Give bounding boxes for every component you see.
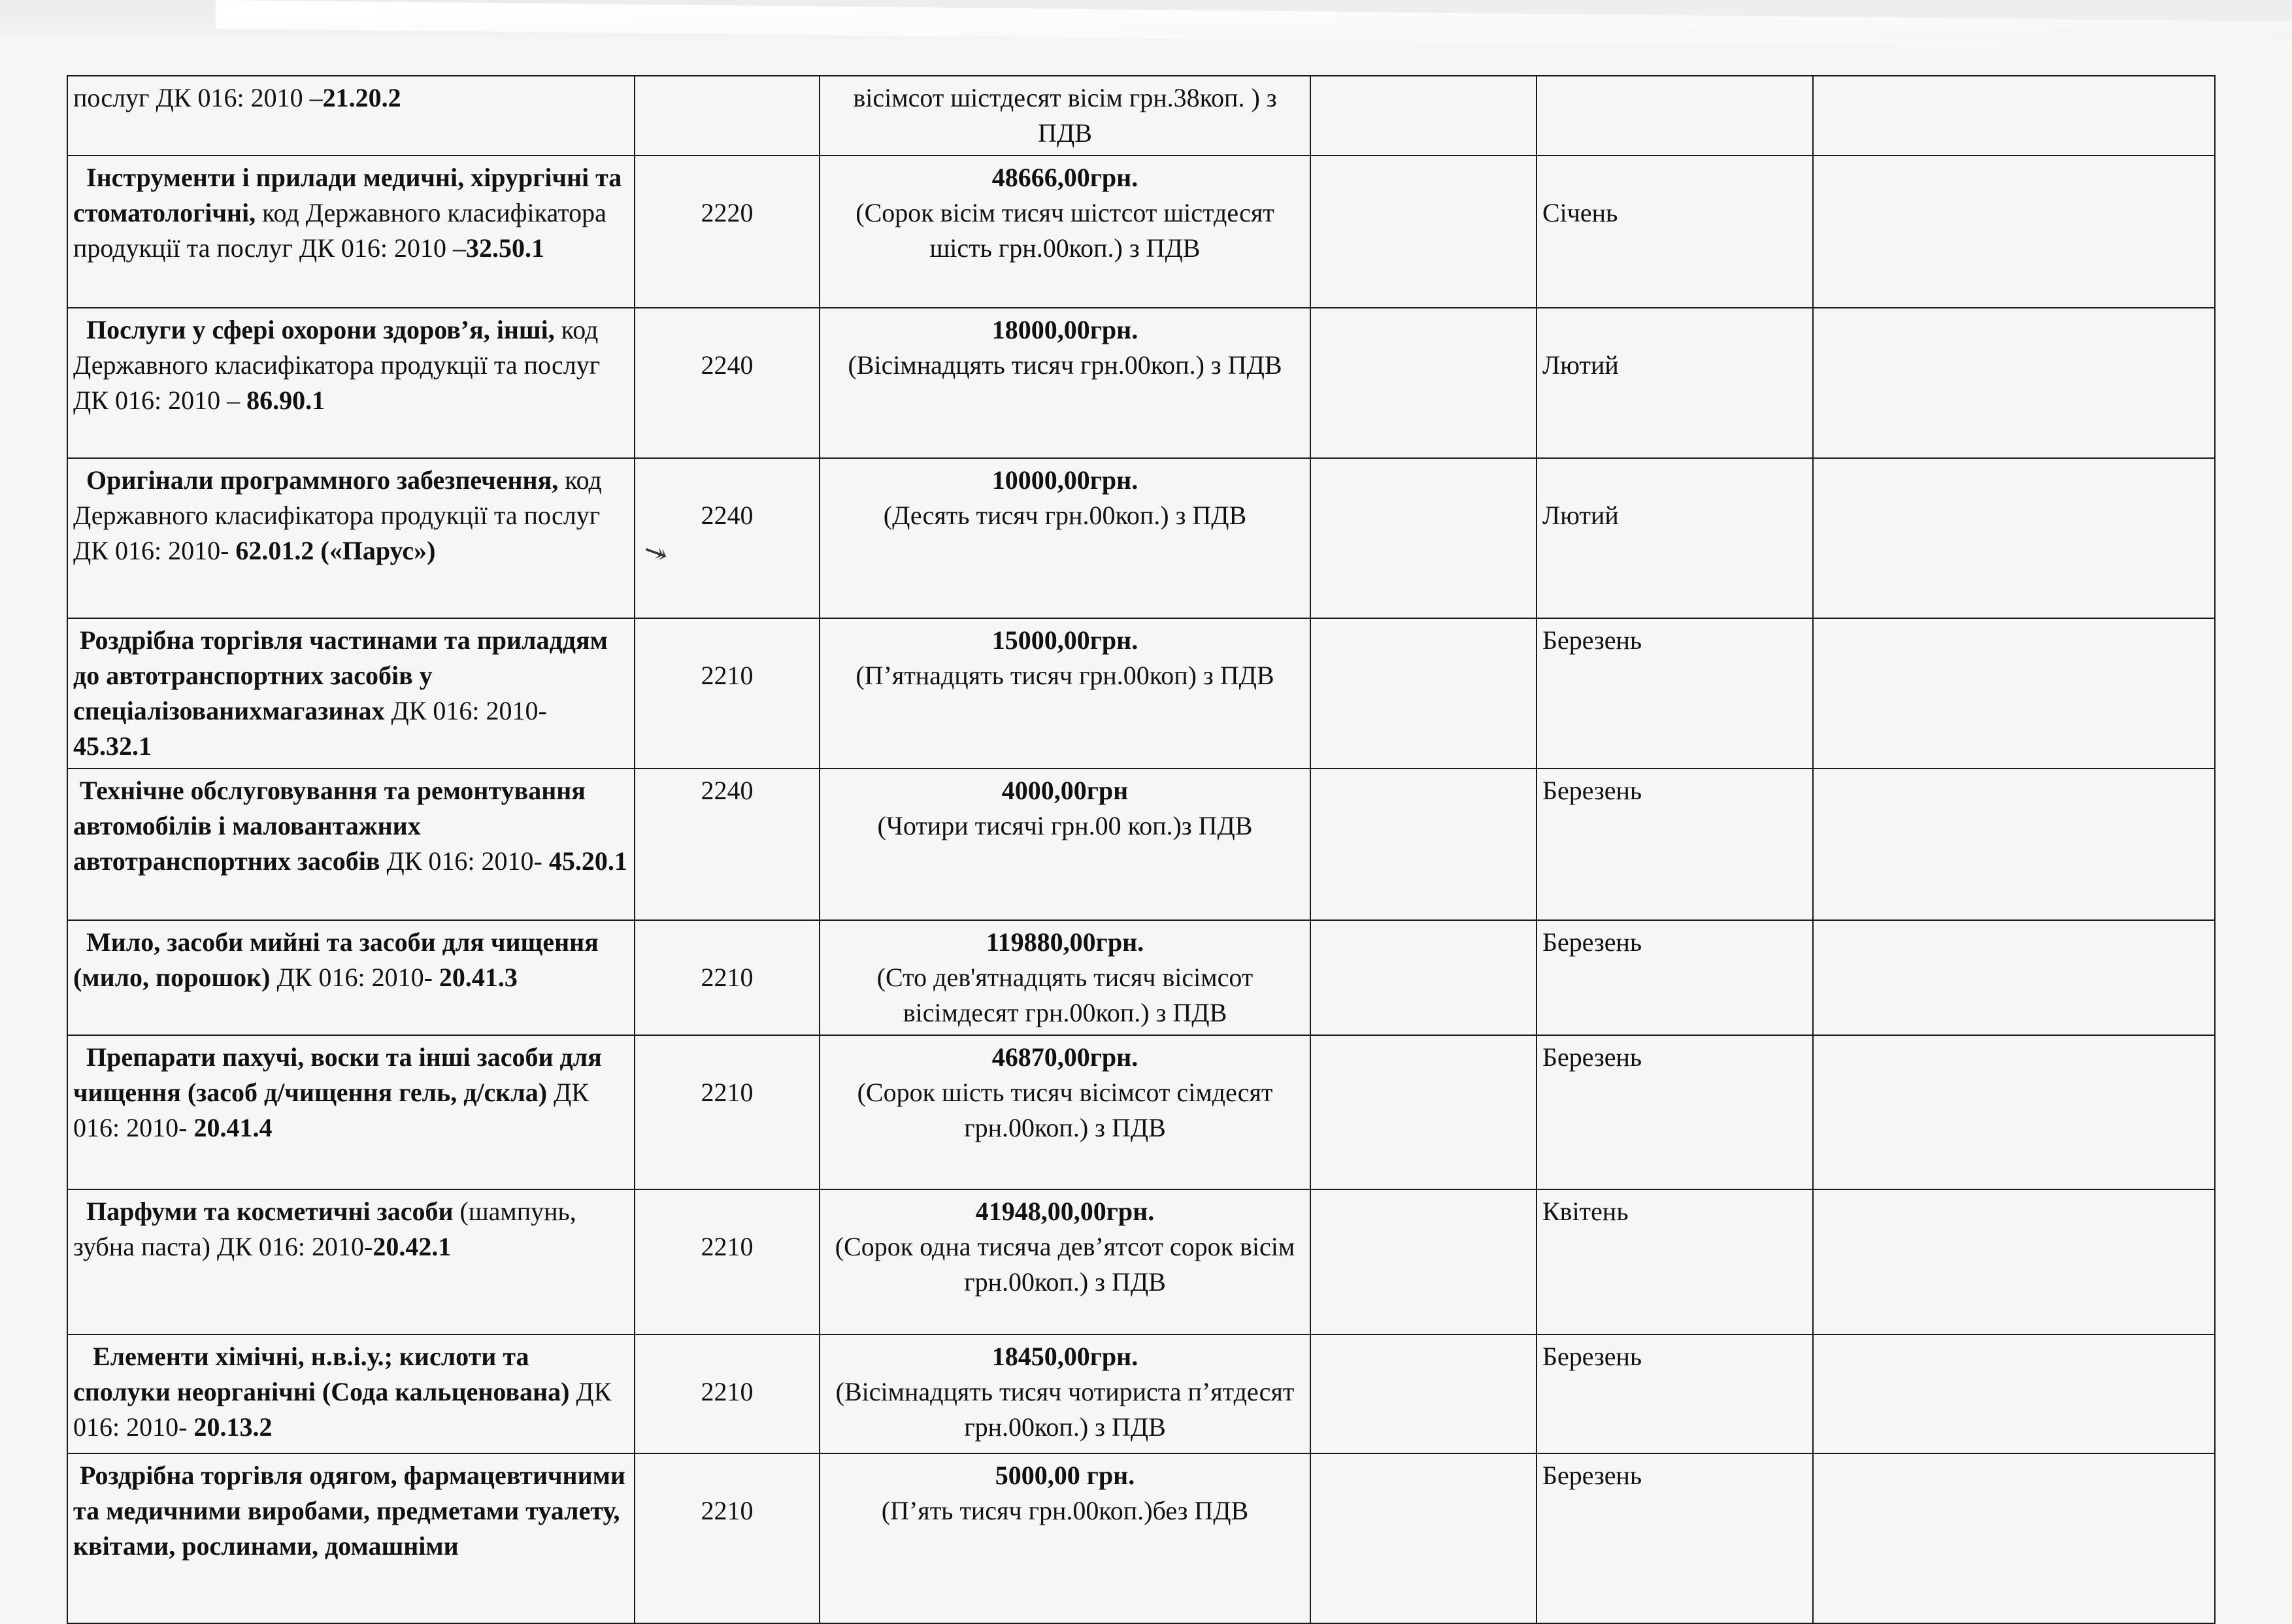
table-row [67,618,2215,769]
item-name-cell: Препарати пахучі, воски та інші засоби для чищення (засоб д/чищення гель, д/скла) ДК 016: 2010- 20.41.4 [67,1035,635,1189]
item-name-cell: Парфуми та косметичні засоби (шампунь, зубна паста) ДК 016: 2010-20.42.1 [67,1189,635,1334]
procedure-cell [1310,76,1536,156]
item-name-cell: Послуги у сфері охорони здоров’я, інші, код Державного класифікатора продукції та послуг ДК 016: 2010 – 86.90.1 [67,308,635,458]
procedure-cell [1310,1189,1536,1334]
amount-words: (П’ятнадцять тисяч грн.00коп) з ПДВ [855,661,1274,690]
month-cell: Лютий [1536,308,1813,458]
amount-value: 18000,00грн. [991,315,1138,344]
item-name-cell: послуг ДК 016: 2010 –21.20.2 [67,76,635,156]
notes-cell [1813,920,2215,1035]
amount-words: (Сорок шість тисяч вісімсот сімдесят грн.00коп.) з ПДВ [857,1078,1273,1142]
amount-value: 18450,00грн. [991,1342,1138,1371]
notes-cell [1813,1334,2215,1453]
amount-value: 41948,00,00грн. [975,1197,1155,1226]
amount-cell [820,458,1310,618]
month-cell [1536,76,1813,156]
table-row [67,308,2215,458]
item-name-cell: Інструменти і прилади медичні, хірургічні та стоматологічні, код Державного класифікатора продукції та послуг ДК 016: 2010 –32.50.1 [67,156,635,308]
amount-value: 46870,00грн. [991,1042,1138,1072]
kekv-cell [635,76,820,156]
notes-cell [1813,618,2215,769]
kekv-cell: 2210 [635,1334,820,1453]
month-cell: Лютий [1536,458,1813,618]
amount-words: (Чотири тисячі грн.00 коп.)з ПДВ [877,811,1253,840]
amount-cell [820,920,1310,1035]
kekv-cell: 2210 [635,920,820,1035]
amount-words: (П’ять тисяч грн.00коп.)без ПДВ [881,1496,1249,1525]
procedure-cell [1310,1453,1536,1623]
amount-cell [820,769,1310,920]
table-row [67,1035,2215,1189]
month-cell: Березень [1536,618,1813,769]
amount-value: 119880,00грн. [986,927,1144,957]
month-cell: Березень [1536,1453,1813,1623]
notes-cell [1813,1189,2215,1334]
notes-cell [1813,156,2215,308]
notes-cell [1813,769,2215,920]
ink-mark: ↠ [639,533,673,572]
amount-value: 15000,00грн. [991,625,1138,655]
table-row [67,1189,2215,1334]
amount-value: 48666,00грн. [991,163,1138,192]
item-name-cell: Оригінали программного забезпечення, код Державного класифікатора продукції та послуг ДК 016: 2010- 62.01.2 («Парус») [67,458,635,618]
table-row [67,1334,2215,1453]
procedure-cell [1310,920,1536,1035]
amount-words: вісімсот шістдесят вісім грн.38коп. ) з ПДВ [853,83,1277,148]
notes-cell [1813,1453,2215,1623]
item-name-cell: Роздрібна торгівля одягом, фармацевтичними та медичними виробами, предметами туалету, квітами, рослинами, домашніми [67,1453,635,1623]
amount-words: (Сорок одна тисяча дев’ятсот сорок вісім грн.00коп.) з ПДВ [835,1232,1295,1297]
month-cell: Березень [1536,769,1813,920]
procedure-cell [1310,618,1536,769]
table-row [67,76,2215,156]
table-row [67,920,2215,1035]
notes-cell [1813,458,2215,618]
procedure-cell [1310,308,1536,458]
kekv-cell: 2240 [635,308,820,458]
table-row [67,458,2215,618]
item-name-cell: Технічне обслуговування та ремонтування автомобілів і маловантажних автотранспортних засобів ДК 016: 2010- 45.20.1 [67,769,635,920]
table-row [67,1453,2215,1623]
month-cell: Січень [1536,156,1813,308]
table-row [67,156,2215,308]
procurement-plan-table [67,75,2216,1624]
procedure-cell [1310,769,1536,920]
amount-value: 4000,00грн [1001,776,1129,805]
item-name-cell: Роздрібна торгівля частинами та приладдям до автотранспортних засобів у спеціалізованихмагазинах ДК 016: 2010- 45.32.1 [67,618,635,769]
amount-words: (Вісімнадцять тисяч грн.00коп.) з ПДВ [848,350,1282,380]
procedure-cell [1310,156,1536,308]
amount-cell [820,1334,1310,1453]
amount-words: (Десять тисяч грн.00коп.) з ПДВ [883,501,1247,530]
amount-words: (Сто дев'ятнадцять тисяч вісімсот вісімдесят грн.00коп.) з ПДВ [876,963,1254,1027]
amount-value: 10000,00грн. [991,465,1138,495]
kekv-cell: 2210 [635,1453,820,1623]
amount-cell [820,1035,1310,1189]
item-name-cell: Елементи хімічні, н.в.і.у.; кислоти та сполуки неорганічні (Сода кальценована) ДК 016: 2010- 20.13.2 [67,1334,635,1453]
notes-cell [1813,76,2215,156]
month-cell: Березень [1536,920,1813,1035]
notes-cell [1813,1035,2215,1189]
month-cell: Березень [1536,1334,1813,1453]
amount-value: 5000,00 грн. [995,1461,1135,1490]
amount-cell [820,76,1310,156]
procedure-cell [1310,458,1536,618]
amount-words: (Вісімнадцять тисяч чотириста п’ятдесят грн.00коп.) з ПДВ [835,1377,1295,1442]
month-cell: Березень [1536,1035,1813,1189]
amount-cell [820,156,1310,308]
amount-cell [820,1453,1310,1623]
amount-cell [820,1189,1310,1334]
kekv-cell: 2240 [635,769,820,920]
kekv-cell: 2210 [635,618,820,769]
item-name-cell: Мило, засоби мийні та засоби для чищення (мило, порошок) ДК 016: 2010- 20.41.3 [67,920,635,1035]
amount-cell [820,308,1310,458]
notes-cell [1813,308,2215,458]
kekv-cell: 2210 [635,1189,820,1334]
month-cell: Квітень [1536,1189,1813,1334]
kekv-cell: 2240 [635,458,820,618]
table-row [67,769,2215,920]
kekv-cell: 2220 [635,156,820,308]
kekv-cell: 2210 [635,1035,820,1189]
amount-words: (Сорок вісім тисяч шістсот шістдесят шість грн.00коп.) з ПДВ [855,198,1274,263]
procedure-cell [1310,1334,1536,1453]
amount-cell [820,618,1310,769]
procedure-cell [1310,1035,1536,1189]
